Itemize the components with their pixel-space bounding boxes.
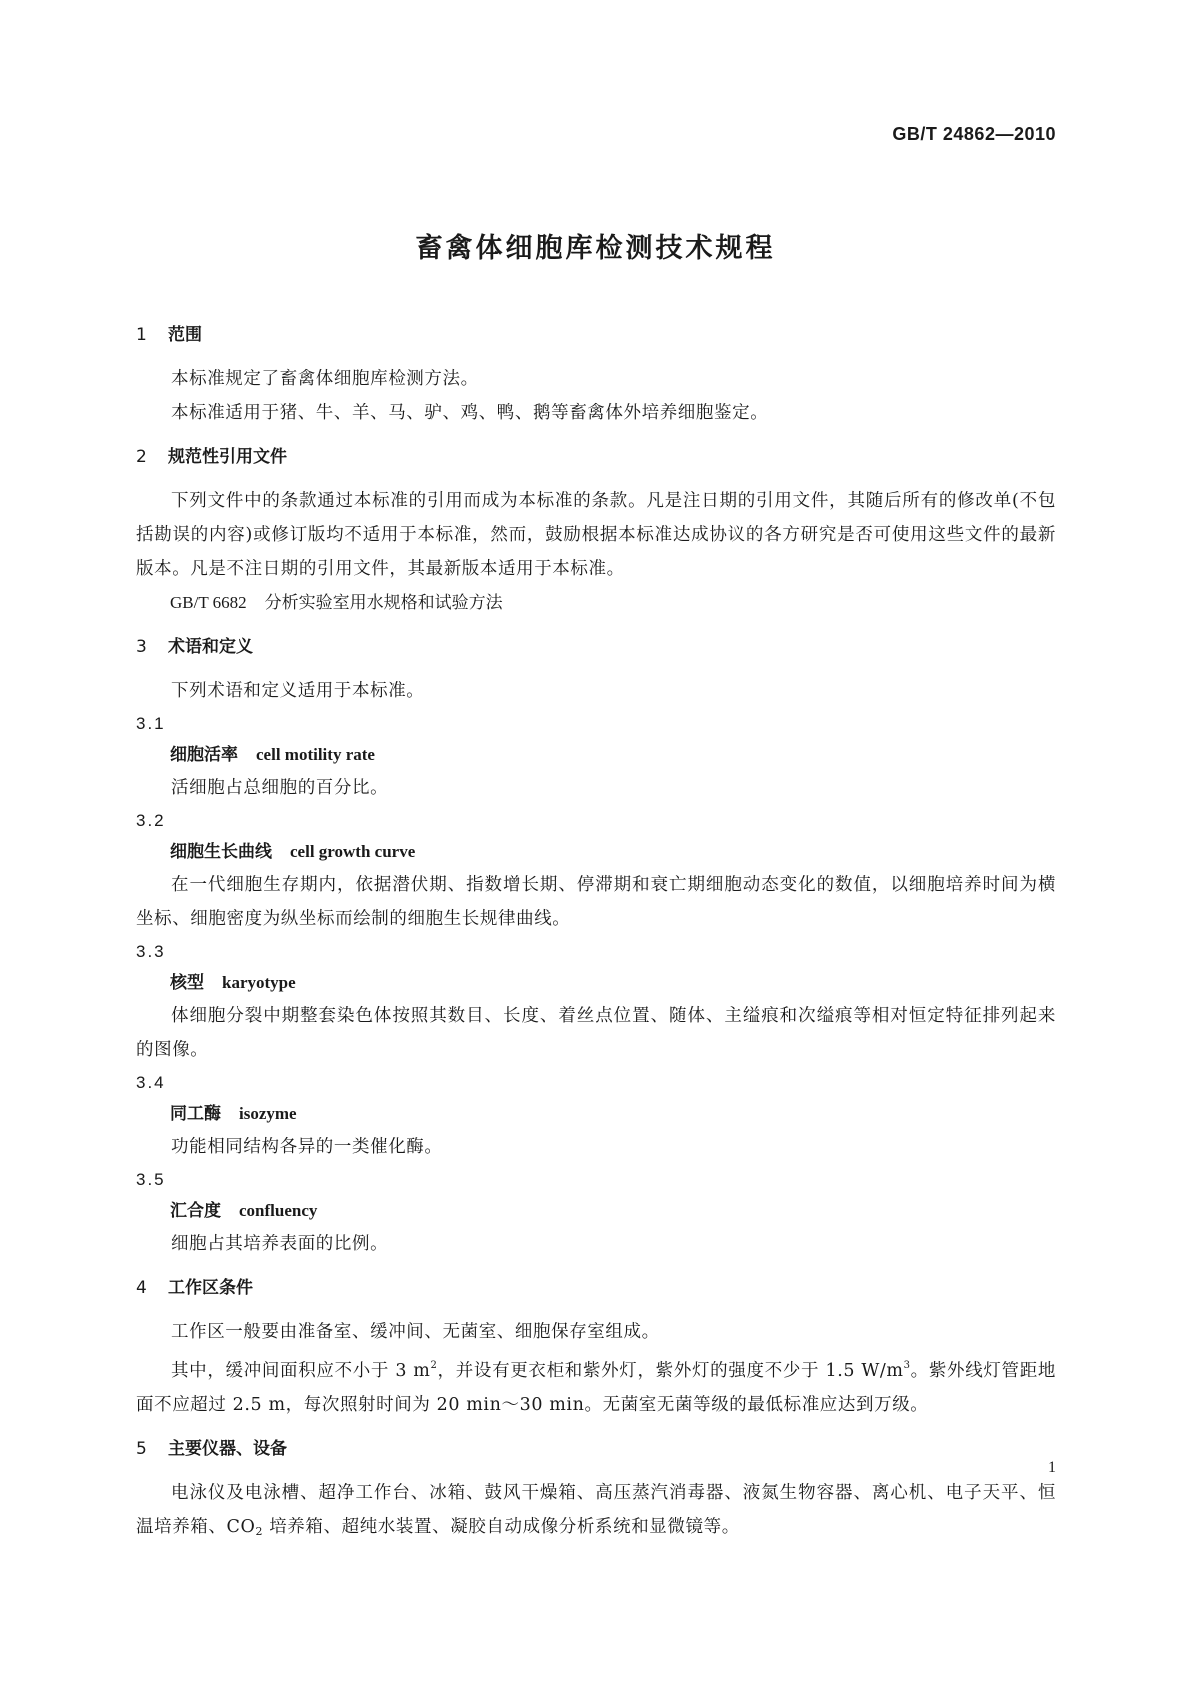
term-entry [136,1195,1056,1227]
section-title: 主要仪器、设备 [168,1439,287,1459]
standard-number: GB/T 24862—2010 [892,124,1056,144]
term-en: cell growth curve [290,842,416,861]
superscript: 3 [903,1360,911,1371]
document-title: 畜禽体细胞库检测技术规程 [415,233,776,264]
document-body [136,322,1056,1549]
superscript: 2 [430,1360,438,1371]
section-5-heading [136,1436,1056,1462]
term-number: 3.1 [136,714,166,733]
term-en: isozyme [239,1104,297,1123]
section-number: 5 [136,1439,147,1459]
section-4-paragraph: 工作区一般要由准备室、缓冲间、无菌室、细胞保存室组成。 [171,1322,660,1342]
subscript: 2 [255,1525,264,1538]
text-run: ，并设有更衣柜和紫外灯，紫外灯的强度不少于 1.5 W/m [437,1361,904,1381]
text-run: 其中，缓冲间面积应不小于 3 m [171,1361,431,1381]
section-title: 工作区条件 [168,1278,253,1298]
section-number: 2 [136,447,147,467]
section-3-paragraph: 下列术语和定义适用于本标准。 [171,681,425,701]
section-4-heading [136,1275,1056,1301]
term-entry [136,836,1056,868]
term-definition: 细胞占其培养表面的比例。 [171,1234,389,1254]
page-number: 1 [1048,1459,1056,1476]
section-number: 4 [136,1278,147,1298]
term-definition: 体细胞分裂中期整套染色体按照其数目、长度、着丝点位置、随体、主缢痕和次缢痕等相对恒定特征排列起来的图像。 [136,1006,1056,1060]
section-title: 术语和定义 [168,637,253,657]
section-title: 范围 [168,325,202,345]
reference-code: GB/T 6682 [170,593,247,612]
section-number: 1 [136,325,147,345]
section-3-heading [136,634,1056,660]
text-run: 电泳仪及电泳槽、超净工作台、冰箱、鼓风干燥箱、高压蒸汽消毒器、液氮生物容器、离心机、电子天平、恒温培养箱、CO [136,1483,1056,1537]
section-4-paragraph [136,1349,1056,1422]
section-2-paragraph: 下列文件中的条款通过本标准的引用而成为本标准的条款。凡是注日期的引用文件，其随后所有的修改单(不包括勘误的内容)或修订版均不适用于本标准，然而，鼓励根据本标准达成协议的各方研究是否可使用这些文件的最新版本。凡是不注日期的引用文件，其最新版本适用于本标准。 [136,491,1056,579]
term-en: karyotype [222,973,296,992]
term-number: 3.3 [136,942,166,961]
term-definition: 功能相同结构各异的一类催化酶。 [171,1137,443,1157]
section-number: 3 [136,637,147,657]
term-number: 3.5 [136,1170,166,1189]
term-entry [136,1098,1056,1130]
term-zh: 同工酶 [170,1104,221,1124]
term-definition: 活细胞占总细胞的百分比。 [171,778,389,798]
text-run: 培养箱、超纯水装置、凝胶自动成像分析系统和显微镜等。 [263,1517,740,1537]
term-number: 3.4 [136,1073,166,1092]
term-zh: 核型 [170,973,204,993]
term-number: 3.2 [136,811,166,830]
text-run: 。紫外线灯管距地面不应超过 2.5 m，每次照射时间为 20 min～30 min。无菌室无菌等级的最低标准应达到万级。 [136,1361,1056,1415]
term-en: cell motility rate [256,745,375,764]
section-1-heading [136,322,1056,348]
section-title: 规范性引用文件 [168,447,287,467]
term-zh: 汇合度 [170,1201,221,1221]
term-zh: 细胞生长曲线 [170,842,272,862]
term-entry [136,739,1056,771]
section-1-paragraph: 本标准规定了畜禽体细胞库检测方法。 [171,369,479,389]
section-1-paragraph: 本标准适用于猪、牛、羊、马、驴、鸡、鸭、鹅等畜禽体外培养细胞鉴定。 [171,403,769,423]
reference-title: 分析实验室用水规格和试验方法 [264,593,503,613]
term-entry [136,967,1056,999]
section-2-heading [136,444,1056,470]
term-en: confluency [239,1201,318,1220]
term-definition: 在一代细胞生存期内，依据潜伏期、指数增长期、停滞期和衰亡期细胞动态变化的数值，以细胞培养时间为横坐标、细胞密度为纵坐标而绘制的细胞生长规律曲线。 [136,875,1056,929]
section-5-paragraph [136,1476,1056,1549]
term-zh: 细胞活率 [170,745,238,765]
normative-reference [136,586,1056,620]
